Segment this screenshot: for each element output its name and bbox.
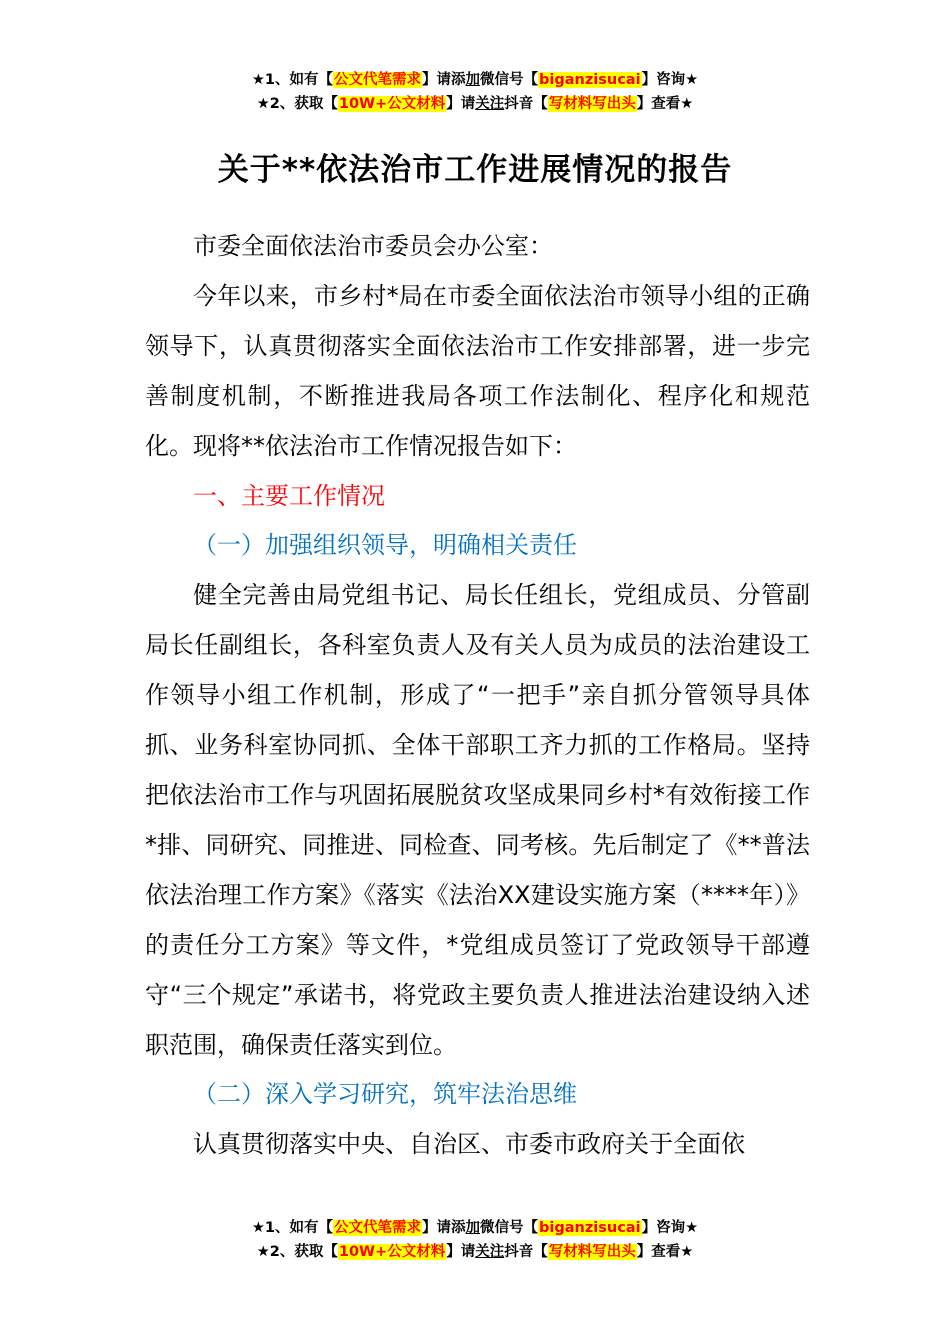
document-body bbox=[145, 222, 810, 1170]
banner-text: 微信号【 bbox=[480, 1220, 539, 1236]
banner-text: 】请 bbox=[446, 1244, 476, 1260]
banner-underlined-text: 加 bbox=[465, 1220, 481, 1236]
banner-line-1 bbox=[0, 1216, 950, 1240]
banner-highlight: biganzisucai bbox=[539, 72, 641, 88]
banner-line-1 bbox=[0, 68, 950, 92]
banner-text: 】咨询★ bbox=[641, 72, 699, 88]
salutation: 市委全面依法治市委员会办公室： bbox=[193, 232, 553, 260]
banner-highlight: 公文代笔需求 bbox=[334, 1220, 422, 1236]
subsection-2-paragraph: 认真贯彻落实中央、自治区、市委市政府关于全面依 bbox=[193, 1130, 745, 1159]
banner-text: 】查看★ bbox=[636, 1244, 694, 1260]
banner-highlight: biganzisucai bbox=[539, 1220, 641, 1236]
top-banner bbox=[0, 68, 950, 116]
banner-text: ★1、如有【 bbox=[251, 1220, 334, 1236]
banner-text: 】咨询★ bbox=[641, 1220, 699, 1236]
subsection-1-paragraph: 健全完善由局党组书记、局长任组长，党组成员、分管副局长任副组长，各科室负责人及有关人员为成员的法治建设工作领导小组工作机制，形成了“一把手”亲自抓分管领导具体抓、业务科室协同抓、全体干部职工齐力抓的工作格局。坚持把依法治市工作与巩固拓展脱贫攻坚成果同乡村*有效衔接工作*排、同研究、同推进、同检查、同考核。先后制定了《**普法依法治理工作方案》《落实《法治XX建设实施方案（****年）》的责任分工方案》等文件，*党组成员签订了党政领导干部遵守“三个规定”承诺书，将党政主要负责人推进法治建设纳入述职范围，确保责任落实到位。 bbox=[145, 581, 810, 1059]
intro-paragraph: 今年以来，市乡村*局在市委全面依法治市领导小组的正确领导下，认真贯彻落实全面依法治市工作安排部署，进一步完善制度机制，不断推进我局各项工作法制化、程序化和规范化。现将**依法治市工作情况报告如下： bbox=[145, 281, 810, 460]
banner-text: 】查看★ bbox=[636, 96, 694, 112]
banner-text: 微信号【 bbox=[480, 72, 539, 88]
bottom-banner bbox=[0, 1216, 950, 1264]
subsection-heading-2: （二）深入学习研究，筑牢法治思维 bbox=[193, 1080, 577, 1109]
banner-text: ★2、获取【 bbox=[256, 96, 338, 112]
banner-underlined-text: 加 bbox=[465, 72, 481, 88]
banner-highlight: 10W+公文材料 bbox=[338, 96, 446, 112]
banner-highlight: 10W+公文材料 bbox=[338, 1244, 446, 1260]
document-title: 关于**依法治市工作进展情况的报告 bbox=[217, 152, 733, 188]
banner-text: 】请 bbox=[446, 96, 476, 112]
banner-text: 抖音【 bbox=[504, 1244, 548, 1260]
banner-text: 】请添 bbox=[422, 72, 466, 88]
banner-line-2 bbox=[0, 92, 950, 116]
banner-underlined-text: 关注 bbox=[475, 1244, 505, 1260]
banner-highlight: 写材料写出头 bbox=[548, 96, 636, 112]
section-heading-main-work: 一、主要工作情况 bbox=[193, 481, 385, 510]
banner-highlight: 公文代笔需求 bbox=[334, 72, 422, 88]
banner-highlight: 写材料写出头 bbox=[548, 1244, 636, 1260]
subsection-heading-1: （一）加强组织领导，明确相关责任 bbox=[193, 531, 577, 560]
banner-text: ★1、如有【 bbox=[251, 72, 334, 88]
banner-text: 】请添 bbox=[422, 1220, 466, 1236]
banner-text: ★2、获取【 bbox=[256, 1244, 338, 1260]
banner-text: 抖音【 bbox=[504, 96, 548, 112]
banner-underlined-text: 关注 bbox=[475, 96, 505, 112]
banner-line-2 bbox=[0, 1240, 950, 1264]
